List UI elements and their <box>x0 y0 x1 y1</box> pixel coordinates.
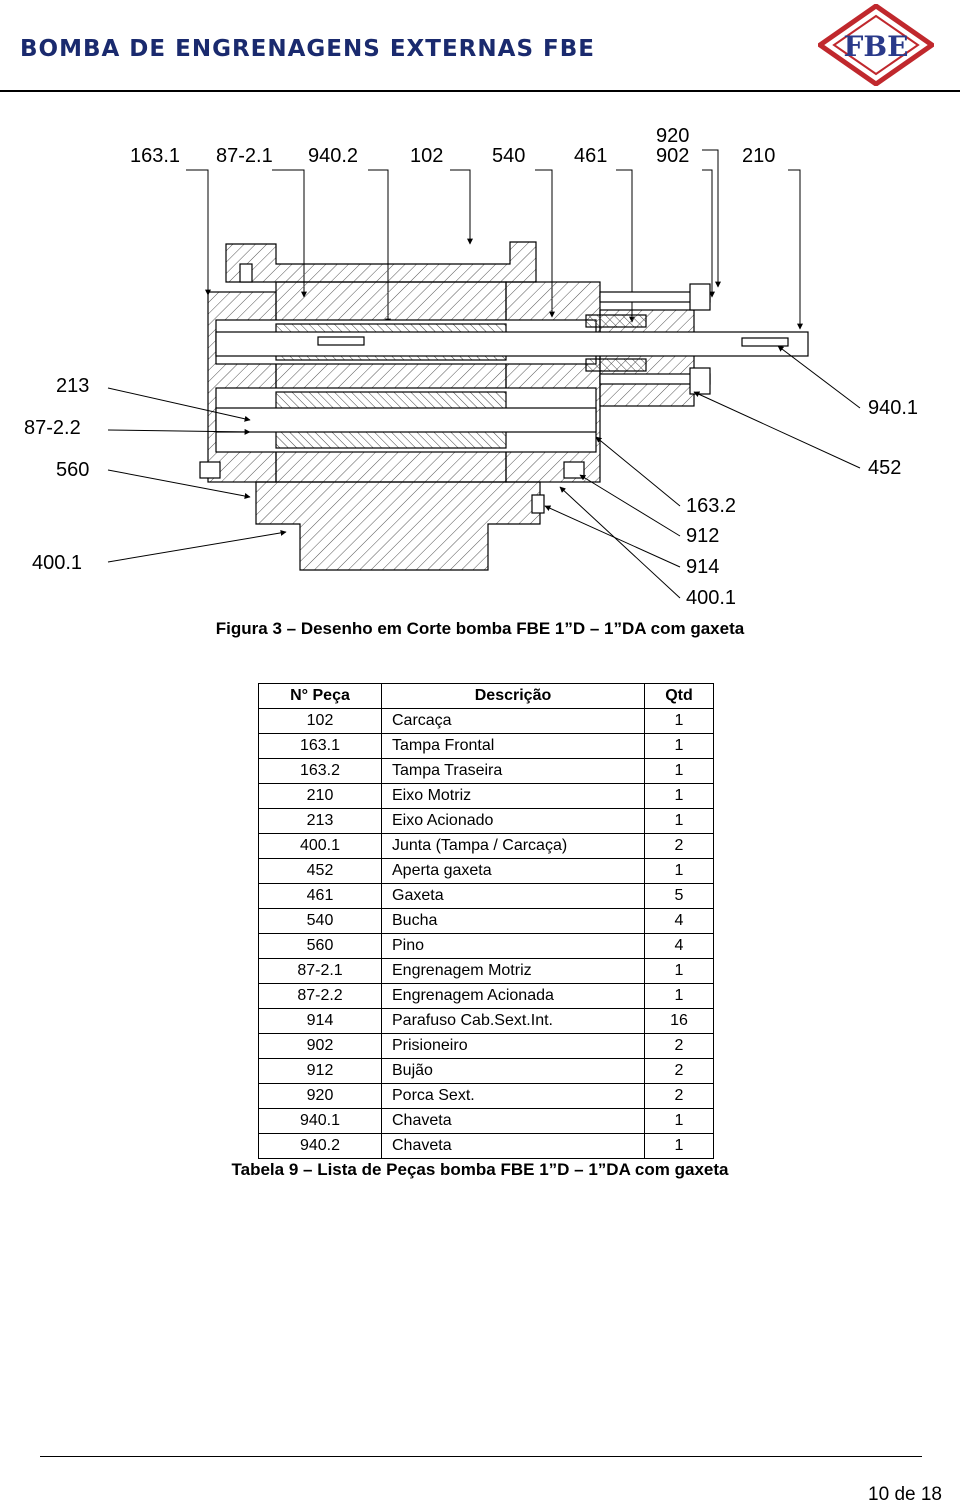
label-102: 102 <box>410 145 444 167</box>
part-number-cell: 560 <box>259 934 382 959</box>
footer-divider <box>40 1456 922 1457</box>
quantity-cell: 1 <box>645 1109 714 1134</box>
part-number-cell: 940.1 <box>259 1109 382 1134</box>
label-461: 461 <box>574 145 608 167</box>
description-cell: Aperta gaxeta <box>382 859 645 884</box>
label-400-1-right: 400.1 <box>686 587 737 609</box>
part-number-cell: 210 <box>259 784 382 809</box>
document-title: BOMBA DE ENGRENAGENS EXTERNAS FBE <box>20 36 595 62</box>
table-row <box>259 884 714 909</box>
table-row <box>259 709 714 734</box>
quantity-cell: 1 <box>645 959 714 984</box>
table-row <box>259 834 714 859</box>
quantity-cell: 1 <box>645 709 714 734</box>
label-940-2: 940.2 <box>308 145 359 167</box>
table-row <box>259 934 714 959</box>
description-cell: Eixo Motriz <box>382 784 645 809</box>
header-part-number: N° Peça <box>259 684 382 709</box>
label-560: 560 <box>56 459 90 481</box>
description-cell: Junta (Tampa / Carcaça) <box>382 834 645 859</box>
part-number-cell: 540 <box>259 909 382 934</box>
quantity-cell: 2 <box>645 1034 714 1059</box>
figure-caption: Figura 3 – Desenho em Corte bomba FBE 1”D – 1”DA com gaxeta <box>215 619 745 638</box>
cross-section-drawing <box>0 92 960 622</box>
description-cell: Bujão <box>382 1059 645 1084</box>
table-row <box>259 809 714 834</box>
header-description: Descrição <box>382 684 645 709</box>
page-number: 10 de 18 <box>868 1484 942 1505</box>
description-cell: Engrenagem Acionada <box>382 984 645 1009</box>
label-163-2: 163.2 <box>686 495 737 517</box>
label-540: 540 <box>492 145 526 167</box>
label-87-2-1: 87-2.1 <box>216 145 273 167</box>
quantity-cell: 1 <box>645 1134 714 1159</box>
label-400-1-left: 400.1 <box>32 552 83 574</box>
label-87-2-2: 87-2.2 <box>24 417 81 439</box>
table-row <box>259 984 714 1009</box>
part-number-cell: 102 <box>259 709 382 734</box>
description-cell: Prisioneiro <box>382 1034 645 1059</box>
description-cell: Tampa Traseira <box>382 759 645 784</box>
part-number-cell: 213 <box>259 809 382 834</box>
quantity-cell: 1 <box>645 759 714 784</box>
part-number-cell: 902 <box>259 1034 382 1059</box>
table-row <box>259 959 714 984</box>
quantity-cell: 4 <box>645 909 714 934</box>
description-cell: Gaxeta <box>382 884 645 909</box>
label-940-1: 940.1 <box>868 397 919 419</box>
description-cell: Engrenagem Motriz <box>382 959 645 984</box>
table-row <box>259 1109 714 1134</box>
label-902: 902 <box>656 145 690 167</box>
part-number-cell: 87-2.2 <box>259 984 382 1009</box>
description-cell: Carcaça <box>382 709 645 734</box>
label-914: 914 <box>686 556 720 578</box>
table-row <box>259 734 714 759</box>
quantity-cell: 2 <box>645 1059 714 1084</box>
part-number-cell: 163.1 <box>259 734 382 759</box>
label-163-1: 163.1 <box>130 145 181 167</box>
table-row <box>259 1084 714 1109</box>
parts-table-body <box>259 709 714 1159</box>
table-row <box>259 1009 714 1034</box>
description-cell: Parafuso Cab.Sext.Int. <box>382 1009 645 1034</box>
table-caption: Tabela 9 – Lista de Peças bomba FBE 1”D – 1”DA com gaxeta <box>231 1160 729 1179</box>
table-row <box>259 1059 714 1084</box>
label-213: 213 <box>56 375 90 397</box>
description-cell: Bucha <box>382 909 645 934</box>
table-header-row <box>259 684 714 709</box>
part-number-cell: 940.2 <box>259 1134 382 1159</box>
table-row <box>259 1134 714 1159</box>
label-920: 920 <box>656 125 690 147</box>
quantity-cell: 5 <box>645 884 714 909</box>
quantity-cell: 1 <box>645 784 714 809</box>
table-row <box>259 759 714 784</box>
fbe-logo <box>818 4 934 86</box>
logo-text: FBE <box>843 30 909 63</box>
quantity-cell: 1 <box>645 984 714 1009</box>
quantity-cell: 1 <box>645 809 714 834</box>
description-cell: Eixo Acionado <box>382 809 645 834</box>
part-number-cell: 914 <box>259 1009 382 1034</box>
part-number-cell: 920 <box>259 1084 382 1109</box>
quantity-cell: 16 <box>645 1009 714 1034</box>
quantity-cell: 2 <box>645 1084 714 1109</box>
description-cell: Porca Sext. <box>382 1084 645 1109</box>
part-number-cell: 163.2 <box>259 759 382 784</box>
label-210: 210 <box>742 145 776 167</box>
quantity-cell: 2 <box>645 834 714 859</box>
label-452: 452 <box>868 457 902 479</box>
part-number-cell: 87-2.1 <box>259 959 382 984</box>
part-number-cell: 461 <box>259 884 382 909</box>
quantity-cell: 1 <box>645 859 714 884</box>
part-number-cell: 452 <box>259 859 382 884</box>
label-912: 912 <box>686 525 720 547</box>
parts-table <box>258 683 714 1159</box>
description-cell: Pino <box>382 934 645 959</box>
description-cell: Chaveta <box>382 1109 645 1134</box>
description-cell: Tampa Frontal <box>382 734 645 759</box>
table-row <box>259 859 714 884</box>
quantity-cell: 4 <box>645 934 714 959</box>
quantity-cell: 1 <box>645 734 714 759</box>
description-cell: Chaveta <box>382 1134 645 1159</box>
part-number-cell: 400.1 <box>259 834 382 859</box>
table-row <box>259 909 714 934</box>
header-quantity: Qtd <box>645 684 714 709</box>
table-row <box>259 1034 714 1059</box>
part-number-cell: 912 <box>259 1059 382 1084</box>
table-row <box>259 784 714 809</box>
